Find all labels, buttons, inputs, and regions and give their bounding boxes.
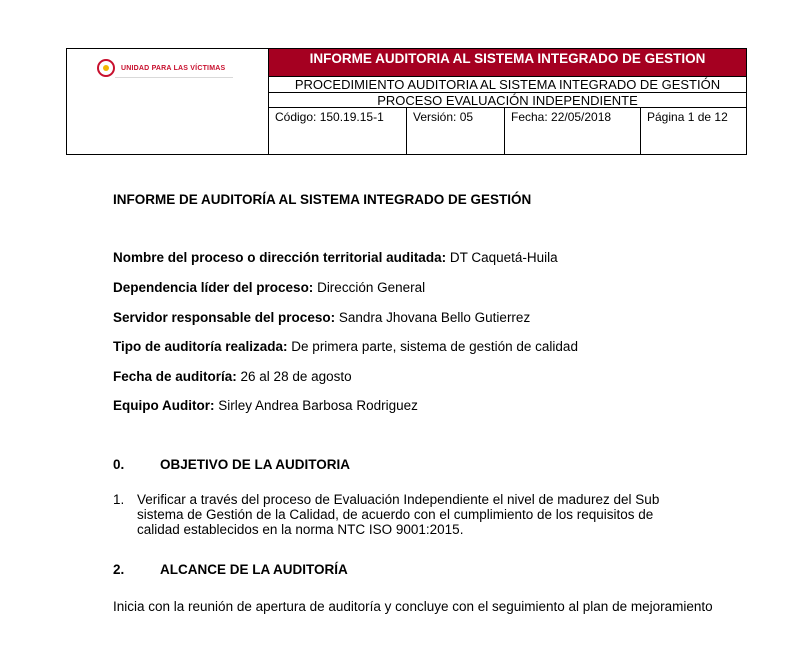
header-version: Versión: 05 (407, 108, 505, 154)
scope-paragraph: Inicia con la reunión de apertura de auditoría y concluye con el seguimiento al plan de mejoramiento (113, 599, 713, 614)
field-responsible (113, 310, 530, 325)
section-number: 0. (113, 457, 125, 472)
logo-divider (115, 77, 233, 78)
field-dependency (113, 280, 425, 295)
field-process (113, 250, 558, 265)
logo-text: UNIDAD PARA LAS VÍCTIMAS (121, 64, 226, 72)
field-label: Dependencia líder del proceso: (113, 280, 314, 295)
header-process: PROCESO EVALUACIÓN INDEPENDIENTE (377, 93, 638, 107)
list-text: Verificar a través del proceso de Evaluación Independiente el nivel de madurez del Sub sistema de Gestión de la Calidad, de acuerdo con el cumplimiento de los requisitos de calidad establecidos en la norma NTC ISO 9001:2015. (137, 492, 660, 537)
list-number: 1. (113, 492, 125, 507)
header-code: Código: 150.19.15-1 (269, 108, 407, 154)
field-value: Sirley Andrea Barbosa Rodriguez (214, 398, 418, 413)
field-label: Servidor responsable del proceso: (113, 310, 336, 325)
header-page: Página 1 de 12 (647, 110, 728, 124)
section-title: ALCANCE DE LA AUDITORÍA (160, 562, 348, 577)
section-number: 2. (113, 562, 125, 577)
field-audit-type (113, 339, 578, 354)
document-header-table (66, 48, 747, 155)
field-value: Dirección General (313, 280, 426, 295)
section-title: OBJETIVO DE LA AUDITORIA (160, 457, 351, 472)
field-value: DT Caquetá-Huila (446, 250, 558, 265)
field-label: Nombre del proceso o dirección territorial auditada: (113, 250, 447, 265)
field-label: Equipo Auditor: (113, 398, 215, 413)
section-scope-heading (113, 562, 348, 577)
document-title: INFORME DE AUDITORÍA AL SISTEMA INTEGRADO DE GESTIÓN (113, 192, 532, 207)
field-value: 26 al 28 de agosto (236, 369, 352, 384)
seal-icon (97, 59, 115, 77)
field-audit-team (113, 398, 418, 413)
section-objective-heading (113, 457, 350, 472)
field-label: Fecha de auditoría: (113, 369, 237, 384)
header-title: INFORME AUDITORIA AL SISTEMA INTEGRADO DE GESTION (269, 49, 746, 76)
field-value: De primera parte, sistema de gestión de calidad (287, 339, 578, 354)
field-audit-date (113, 369, 352, 384)
logo-cell (67, 49, 269, 154)
header-meta-row (269, 107, 746, 154)
header-procedure: PROCEDIMIENTO AUDITORIA AL SISTEMA INTEGRADO DE GESTIÓN (269, 76, 746, 93)
header-date: Fecha: 22/05/2018 (505, 108, 641, 154)
field-label: Tipo de auditoría realizada: (113, 339, 288, 354)
unidad-victimas-logo (97, 59, 225, 77)
field-value: Sandra Jhovana Bello Gutierrez (335, 310, 531, 325)
